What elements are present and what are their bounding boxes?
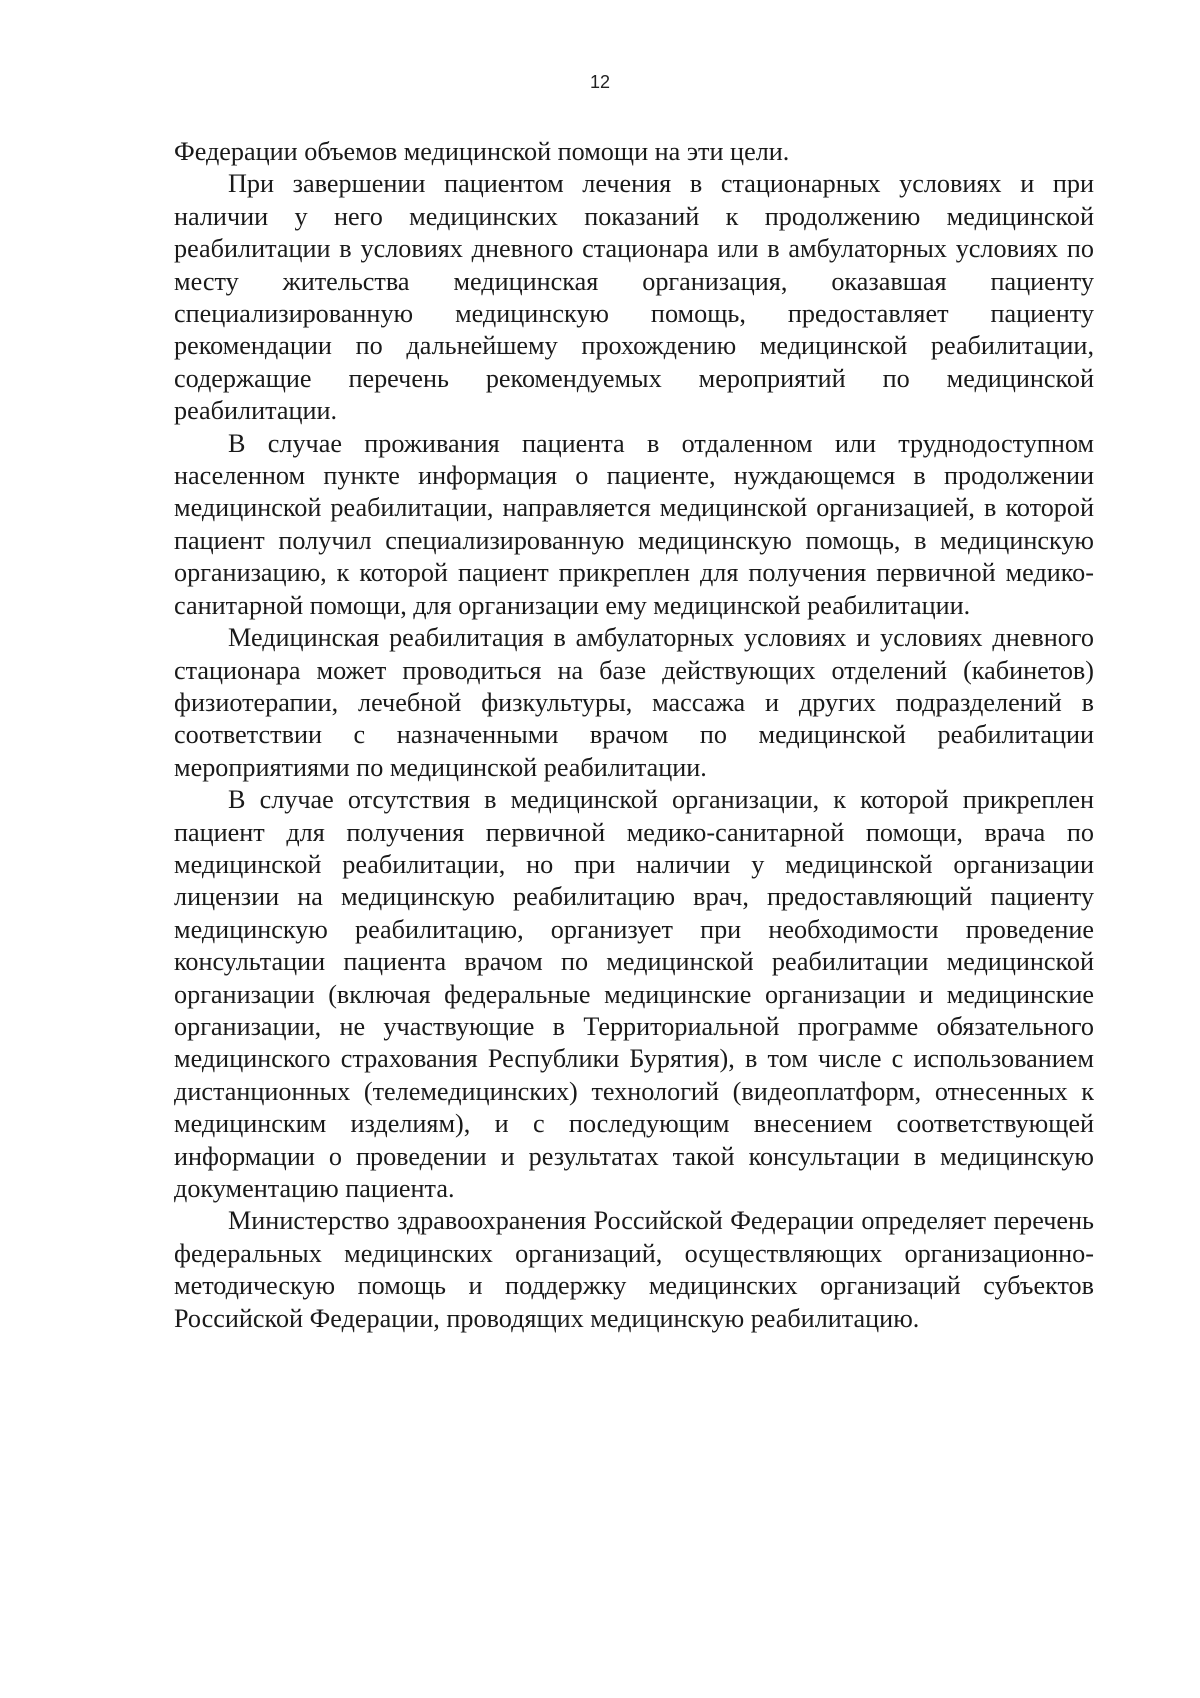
document-body: [174, 136, 1094, 1335]
paragraph-continuation: Федерации объемов медицинской помощи на эти цели.: [174, 137, 790, 166]
paragraph-outpatient-rehab: Медицинская реабилитация в амбулаторных условиях и условиях дневного стационара может проводиться на базе действующих отделений (кабинетов) физиотерапии, лечебной физкультуры, массажа и других подразделений в соответствии с назначенными врачом по медицинской реабилитации мероприятиями по медицинской реабилитации.: [174, 623, 1094, 782]
paragraph-consultation: В случае отсутствия в медицинской организации, к которой прикреплен пациент для получения первичной медико-санитарной помощи, врача по медицинской реабилитации, но при наличии у медицинской организации лицензии на медицинскую реабилитацию врач, предоставляющий пациенту медицинскую реабилитацию, организует при необходимости проведение консультации пациента врачом по медицинской реабилитации медицинской организации (включая федеральные медицинские организации и медицинские организации, не участвующие в Территориальной программе обязательного медицинского страхования Республики Бурятия), в том числе с использованием дистанционных (телемедицинских) технологий (видеоплатформ, отнесенных к медицинским изделиям), и с последующим внесением соответствующей информации о проведении и результатах такой консультации в медицинскую документацию пациента.: [174, 785, 1094, 1203]
paragraph-remote-settlement: В случае проживания пациента в отдаленном или труднодоступном населенном пункте информация о пациенте, нуждающемся в продолжении медицинской реабилитации, направляется медицинской организацией, в которой пациент получил специализированную медицинскую помощь, в медицинскую организацию, к которой пациент прикреплен для получения первичной медико-санитарной помощи, для организации ему медицинской реабилитации.: [174, 428, 1094, 620]
paragraph-ministry: Министерство здравоохранения Российской Федерации определяет перечень федеральных медицинских организаций, осуществляющих организационно-методическую помощь и поддержку медицинских организаций субъектов Российской Федерации, проводящих медицинскую реабилитацию.: [174, 1206, 1094, 1333]
page-number: 12: [589, 72, 611, 92]
paragraph-rehab-recommendations: При завершении пациентом лечения в стационарных условиях и при наличии у него медицинских показаний к продолжению медицинской реабилитации в условиях дневного стационара или в амбулаторных условиях по месту жительства медицинская организация, оказавшая пациенту специализированную медицинскую помощь, предоставляет пациенту рекомендации по дальнейшему прохождению медицинской реабилитации, содержащие перечень рекомендуемых мероприятий по медицинской реабилитации.: [174, 169, 1094, 426]
